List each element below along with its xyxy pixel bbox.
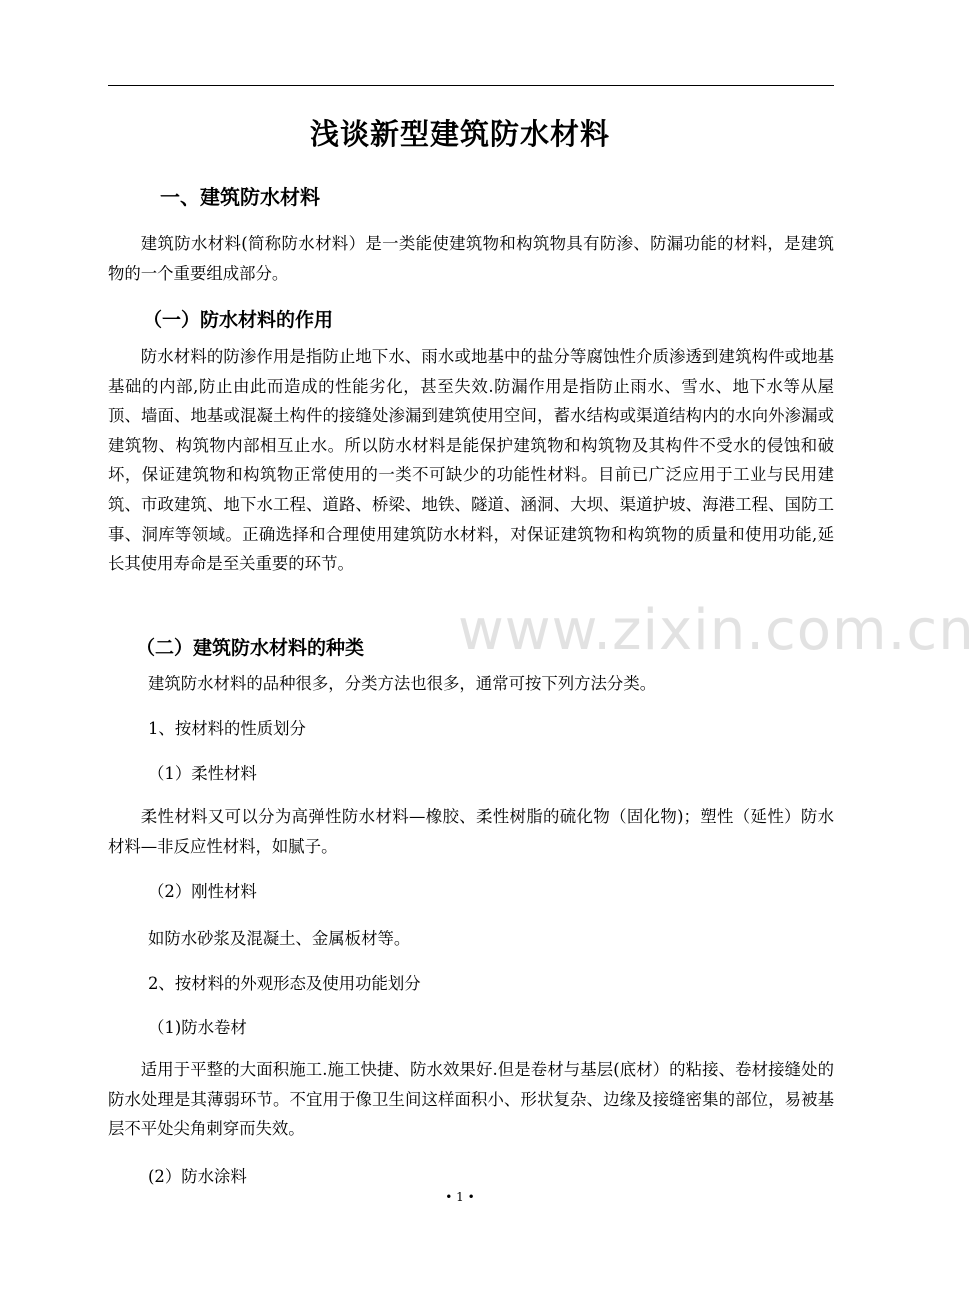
classification-1-item-1-paragraph: 柔性材料又可以分为高弹性防水材料—橡胶、柔性树脂的硫化物（固化物)；塑性（延性）防水材料—非反应性材料，如腻子。: [108, 807, 834, 856]
classification-2-item-1-paragraph: 适用于平整的大面积施工.施工快捷、防水效果好.但是卷材与基层(底材）的粘接、卷材接缝处的防水处理是其薄弱环节。不宜用于像卫生间这样面积小、形状复杂、边缘及接缝密集的部位，易被基层不平处尖角刺穿而失效。: [108, 1060, 834, 1139]
subsection-heading-1: （一）防水材料的作用: [143, 309, 334, 331]
page-number: • 1 •: [445, 1190, 475, 1204]
classification-2-item-2: (2）防水涂料: [148, 1167, 247, 1186]
section-heading-1: 一、建筑防水材料: [160, 185, 320, 209]
subsection-heading-2: （二）建筑防水材料的种类: [136, 637, 365, 659]
subsection-2-intro: 建筑防水材料的品种很多，分类方法也很多，通常可按下列方法分类。: [148, 674, 657, 693]
classification-1-heading: 1、按材料的性质划分: [148, 719, 306, 738]
classification-1-item-2: （2）刚性材料: [148, 882, 257, 901]
header-rule: [108, 85, 834, 86]
section-1-paragraph: 建筑防水材料(简称防水材料）是一类能使建筑物和构筑物具有防渗、防漏功能的材料，是建筑物的一个重要组成部分。: [108, 234, 834, 283]
classification-2-heading: 2、按材料的外观形态及使用功能划分: [148, 974, 421, 993]
classification-2-item-1: （1)防水卷材: [148, 1018, 247, 1037]
classification-1-item-1: （1）柔性材料: [148, 764, 257, 783]
subsection-1-paragraph: 防水材料的防渗作用是指防止地下水、雨水或地基中的盐分等腐蚀性介质渗透到建筑构件或地基基础的内部,防止由此而造成的性能劣化，甚至失效.防漏作用是指防止雨水、雪水、地下水等从屋顶、墙面、地基或混凝土构件的接缝处渗漏到建筑使用空间，蓄水结构或渠道结构内的水向外渗漏或建筑物、构筑物内部相互止水。所以防水材料是能保护建筑物和构筑物及其构件不受水的侵蚀和破坏，保证建筑物和构筑物正常使用的一类不可缺少的功能性材料。目前已广泛应用于工业与民用建筑、市政建筑、地下水工程、道路、桥梁、地铁、隧道、涵洞、大坝、渠道护坡、海港工程、国防工事、洞库等领域。正确选择和合理使用建筑防水材料，对保证建筑物和构筑物的质量和使用功能,延长其使用寿命是至关重要的环节。: [108, 347, 834, 574]
document-title: 浅谈新型建筑防水材料: [309, 117, 610, 151]
classification-1-item-2-paragraph: 如防水砂浆及混凝土、金属板材等。: [148, 929, 411, 948]
watermark: www.zixin.com.cn: [458, 598, 975, 663]
